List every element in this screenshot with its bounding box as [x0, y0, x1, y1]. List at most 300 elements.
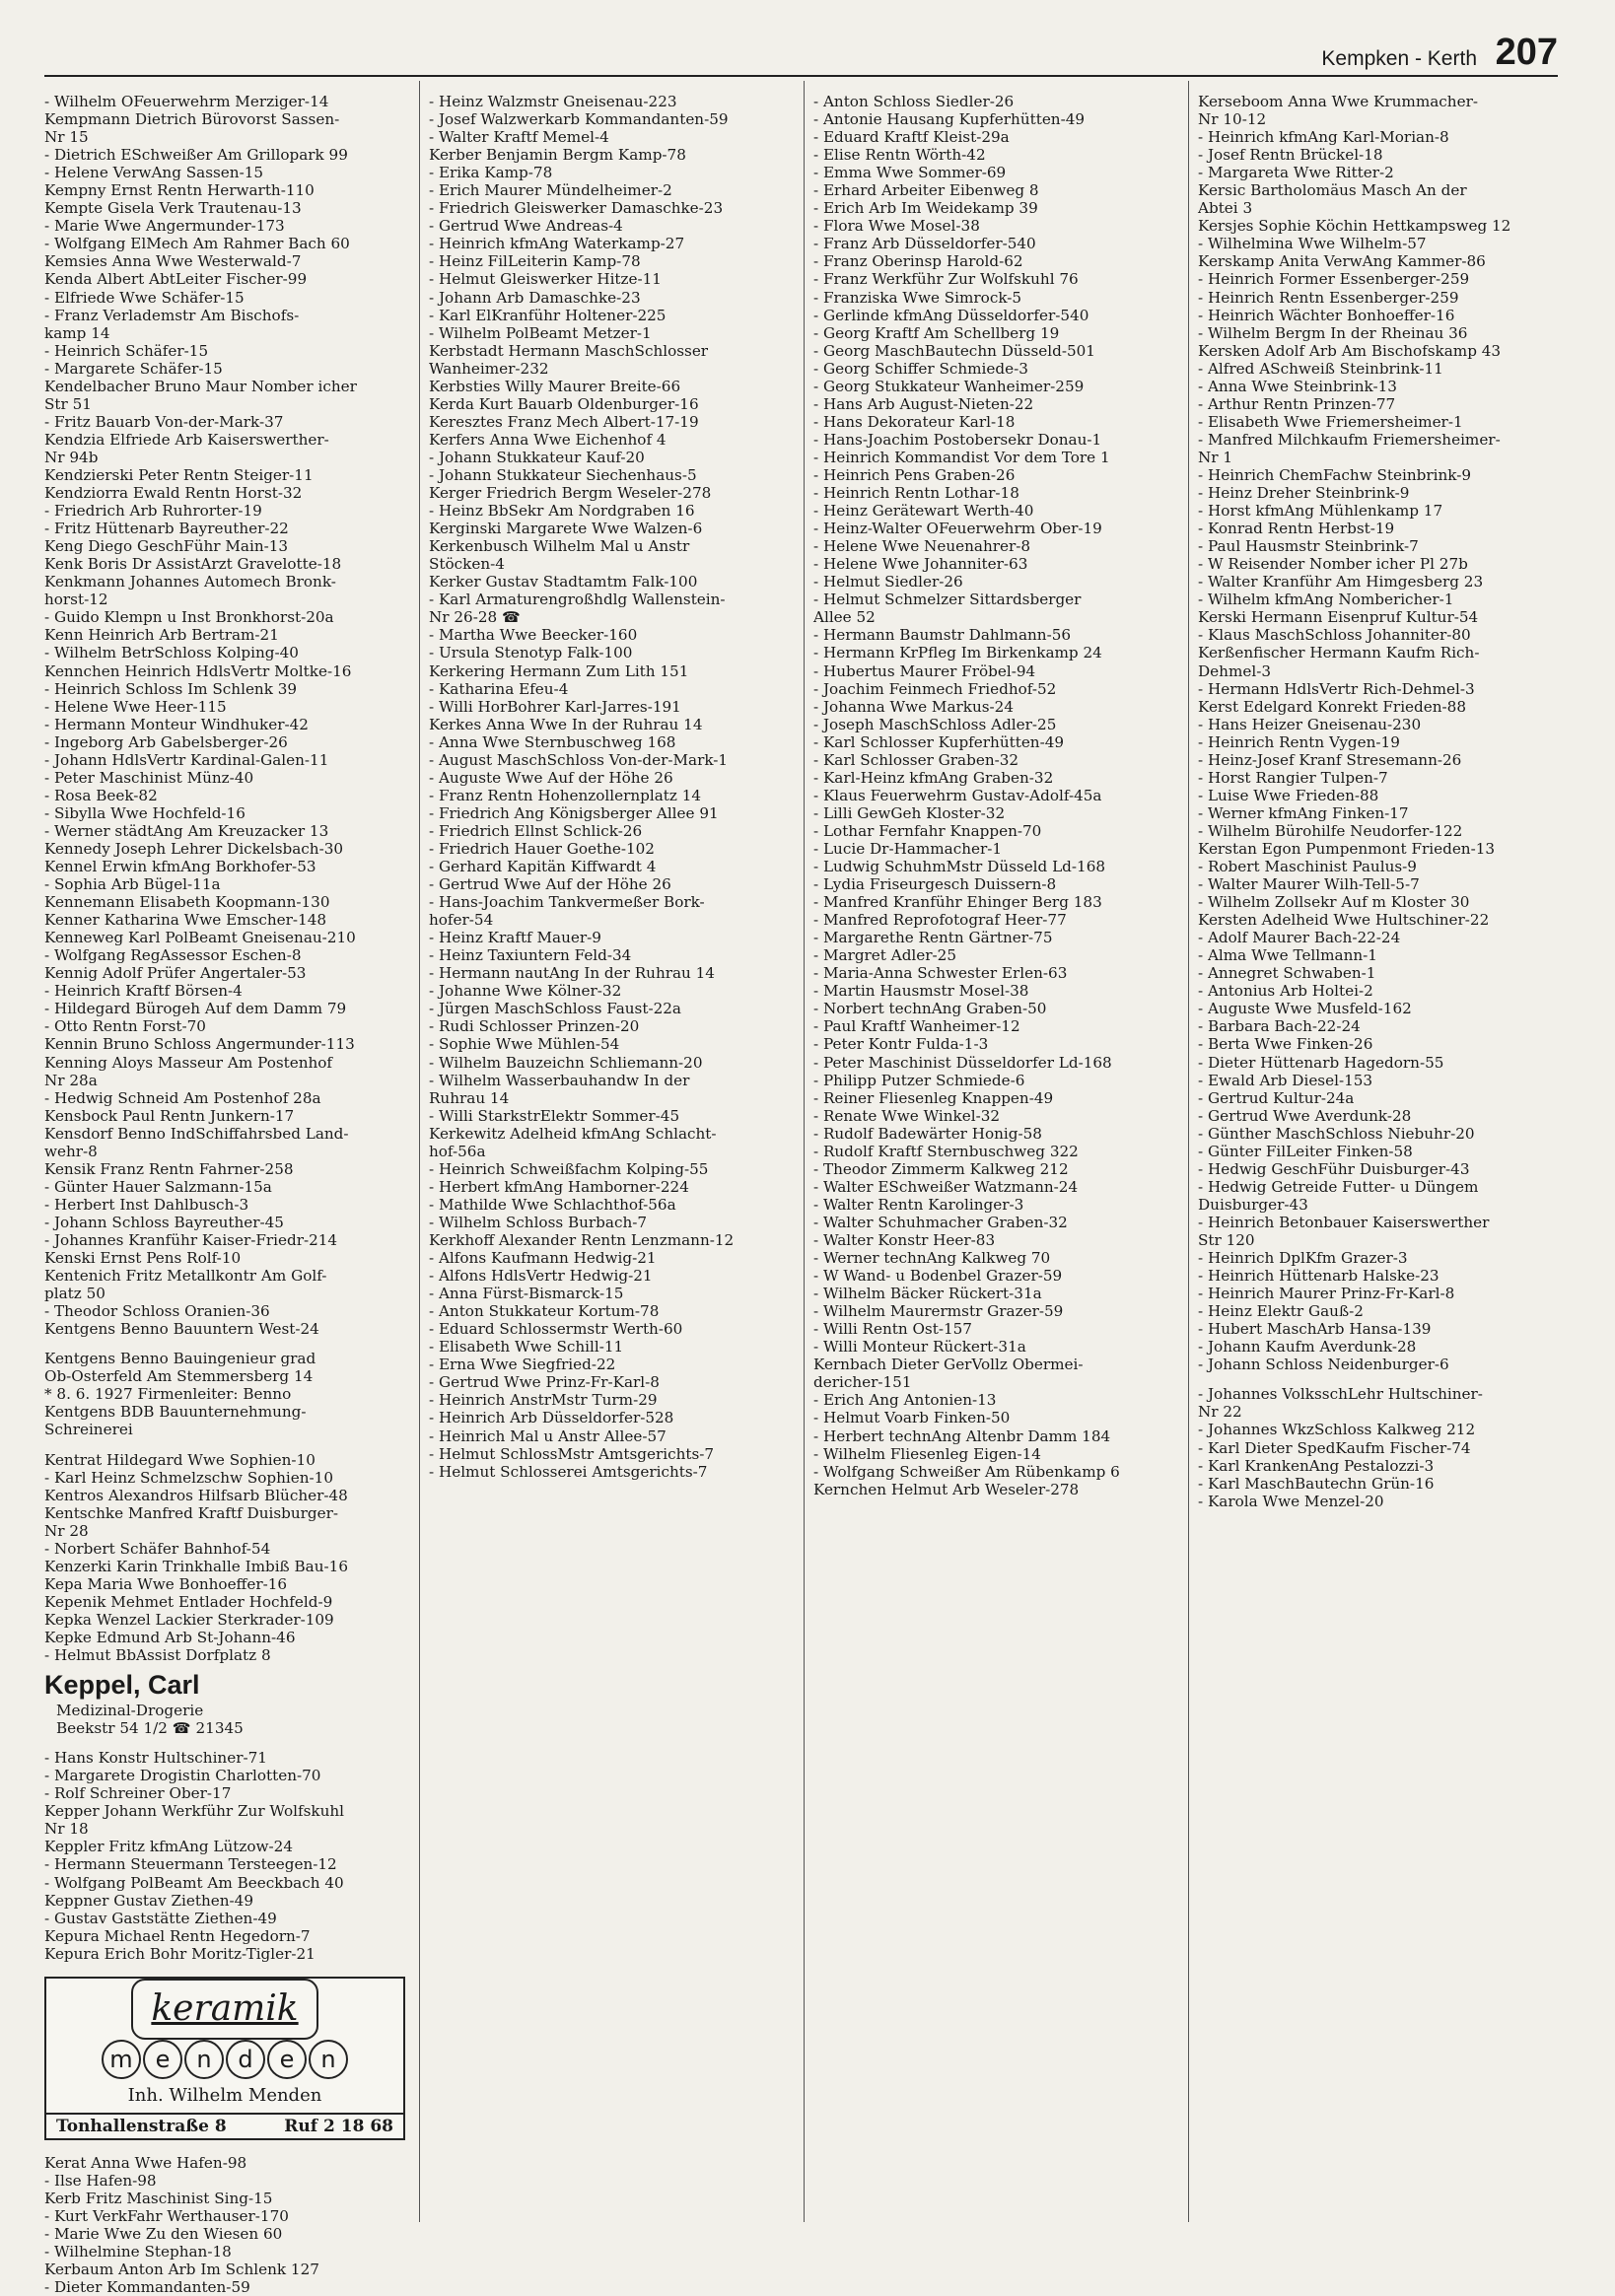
directory-entry: - Walter Konstr Heer-83 — [813, 1231, 996, 1249]
directory-entry: - Helene VerwAng Sassen-15 — [44, 164, 264, 182]
featured-entry-line: Medizinal-Drogerie — [56, 1702, 204, 1720]
column-3 — [813, 93, 1173, 2222]
directory-entry: Kemsies Anna Wwe Westerwald-7 — [44, 252, 302, 271]
directory-entry: Nr 18 — [44, 1820, 89, 1839]
directory-entry: - Gerhard Kapitän Kiffwardt 4 — [429, 858, 657, 876]
directory-entry: - Walter Kranführ Am Himgesberg 23 — [1198, 573, 1484, 591]
directory-entry: - Gertrud Wwe Auf der Höhe 26 — [429, 875, 671, 894]
directory-entry: - Heinz Dreher Steinbrink-9 — [1198, 484, 1410, 503]
directory-entry: - Erich Maurer Mündelheimer-2 — [429, 181, 672, 200]
directory-entry: - Gertrud Wwe Prinz-Fr-Karl-8 — [429, 1373, 660, 1392]
directory-entry: - Hans Arb August-Nieten-22 — [813, 394, 1034, 413]
directory-entry: - Auguste Wwe Auf der Höhe 26 — [429, 768, 673, 787]
directory-entry: - Heinz FilLeiterin Kamp-78 — [429, 252, 641, 271]
directory-entry: Kepper Johann Werkführ Zur Wolfskuhl — [44, 1802, 345, 1821]
directory-entry: - Friedrich Arb Ruhrorter-19 — [44, 502, 262, 521]
directory-entry: - Johann Schloss Bayreuther-45 — [44, 1213, 284, 1231]
directory-entry: - Hubertus Maurer Fröbel-94 — [813, 661, 1036, 680]
ad-owner: Inh. Wilhelm Menden — [127, 2084, 322, 2106]
directory-entry: - Heinz Kraftf Mauer-9 — [429, 929, 601, 947]
directory-entry: - Norbert Schäfer Bahnhof-54 — [44, 1539, 271, 1558]
directory-entry: - Helene Wwe Neuenahrer-8 — [813, 537, 1031, 556]
directory-entry: - Klaus MaschSchloss Johanniter-80 — [1198, 626, 1471, 645]
directory-entry: - Helene Wwe Johanniter-63 — [813, 555, 1028, 574]
spacer — [1198, 1373, 1558, 1385]
directory-entry: - Franziska Wwe Simrock-5 — [813, 288, 1022, 307]
ad-street: Tonhallenstraße 8 — [56, 2116, 227, 2136]
directory-entry: - Jürgen MaschSchloss Faust-22a — [429, 1000, 681, 1018]
directory-entry: Nr 28 — [44, 1521, 89, 1540]
directory-entry: - Kurt VerkFahr Werthauser-170 — [44, 2206, 289, 2225]
directory-entry: - Hans Dekorateur Karl-18 — [813, 412, 1016, 431]
directory-entry: Kepke Edmund Arb St-Johann-46 — [44, 1628, 296, 1646]
directory-entry: - Anton Schloss Siedler-26 — [813, 93, 1015, 110]
directory-entry: - Wilhelm PolBeamt Metzer-1 — [429, 323, 652, 342]
directory-entry: - Karl Schlosser Kupferhütten-49 — [813, 732, 1065, 751]
directory-entry: - Eduard Schlossermstr Werth-60 — [429, 1320, 683, 1339]
page-number: 207 — [1495, 32, 1558, 73]
directory-entry: - Marie Wwe Zu den Wiesen 60 — [44, 2224, 283, 2243]
directory-entry: - Willi Monteur Rückert-31a — [813, 1338, 1026, 1357]
directory-entry: Kennedy Joseph Lehrer Dickelsbach-30 — [44, 839, 344, 858]
directory-entry: - Johann Kaufm Averdunk-28 — [1198, 1338, 1417, 1357]
directory-entry: Kentgens Benno Bauuntern West-24 — [44, 1320, 319, 1339]
directory-entry: - Gertrud Kultur-24a — [1198, 1088, 1355, 1107]
directory-entry: - Hermann HdlsVertr Rich-Dehmel-3 — [1198, 679, 1475, 698]
directory-entry: kamp 14 — [44, 323, 110, 342]
directory-entry: - Heinrich kfmAng Waterkamp-27 — [429, 235, 685, 253]
directory-entry: - Herbert Inst Dahlbusch-3 — [44, 1195, 249, 1214]
directory-entry: - Rudolf Kraftf Sternbuschweg 322 — [813, 1142, 1079, 1160]
directory-entry: - Adolf Maurer Bach-22-24 — [1198, 929, 1401, 947]
directory-entry: - Heinrich Rentn Lothar-18 — [813, 484, 1019, 503]
directory-entry: - Heinz-Walter OFeuerwehrm Ober-19 — [813, 520, 1102, 538]
directory-entry: - Peter Maschinist Münz-40 — [44, 768, 254, 787]
directory-entry: Abtei 3 — [1198, 199, 1253, 218]
directory-entry: Kerst Edelgard Konrekt Frieden-88 — [1198, 697, 1466, 716]
directory-entry: - Joachim Feinmech Friedhof-52 — [813, 679, 1057, 698]
directory-entry: - Fritz Hüttenarb Bayreuther-22 — [44, 520, 289, 538]
directory-entry: - Werner städtAng Am Kreuzacker 13 — [44, 821, 329, 840]
directory-entry: - Alfred ASchweiß Steinbrink-11 — [1198, 359, 1443, 378]
directory-entry: - W Wand- u Bodenbel Grazer-59 — [813, 1267, 1063, 1286]
directory-entry: - Walter Kraftf Memel-4 — [429, 128, 609, 147]
directory-entry: Stöcken-4 — [429, 555, 505, 574]
directory-entry: - Maria-Anna Schwester Erlen-63 — [813, 964, 1068, 983]
directory-entry: - Lucie Dr-Hammacher-1 — [813, 839, 1003, 858]
directory-entry: Kenski Ernst Pens Rolf-10 — [44, 1249, 242, 1268]
page-header — [44, 28, 1558, 77]
directory-entry: - Wilhelmine Stephan-18 — [44, 2243, 232, 2261]
directory-entry: - Heinrich Schäfer-15 — [44, 341, 209, 360]
directory-entry: - Renate Wwe Winkel-32 — [813, 1106, 1001, 1125]
directory-entry: - Hans Konstr Hultschiner-71 — [44, 1749, 267, 1768]
directory-entry: Kendelbacher Bruno Maur Nomber icher — [44, 377, 357, 395]
directory-entry: - Wilhelm Zollsekr Auf m Kloster 30 — [1198, 893, 1470, 912]
directory-entry: Kensik Franz Rentn Fahrner-258 — [44, 1159, 294, 1178]
directory-entry: Kennig Adolf Prüfer Angertaler-53 — [44, 964, 307, 983]
directory-entry: - Konrad Rentn Herbst-19 — [1198, 520, 1395, 538]
directory-entry: - Erich Ang Antonien-13 — [813, 1391, 997, 1410]
directory-columns — [44, 93, 1558, 2296]
directory-entry: - Elise Rentn Wörth-42 — [813, 146, 986, 165]
directory-entry: - Johann HdlsVertr Kardinal-Galen-11 — [44, 750, 329, 769]
directory-entry: Kepenik Mehmet Entlader Hochfeld-9 — [44, 1592, 333, 1611]
directory-entry: - Wolfgang Schweißer Am Rübenkamp 6 — [813, 1462, 1120, 1481]
directory-entry: - Margarethe Rentn Gärtner-75 — [813, 929, 1053, 947]
directory-entry: - Paul Kraftf Wanheimer-12 — [813, 1017, 1020, 1036]
directory-entry: - Heinrich AnstrMstr Turm-29 — [429, 1391, 658, 1410]
directory-entry: - Franz Verlademstr Am Bischofs- — [44, 306, 300, 324]
directory-entry: - Erna Wwe Siegfried-22 — [429, 1356, 616, 1374]
directory-entry: - Antonie Hausang Kupferhütten-49 — [813, 110, 1086, 129]
directory-entry: - Rudolf Badewärter Honig-58 — [813, 1124, 1042, 1143]
directory-entry: Kentgens BDB Bauunternehmung- — [44, 1403, 307, 1422]
directory-entry: - Georg Stukkateur Wanheimer-259 — [813, 377, 1085, 395]
directory-entry: Kerat Anna Wwe Hafen-98 — [44, 2153, 247, 2172]
directory-entry: - Wilhelm Bauzeichn Schliemann-20 — [429, 1053, 703, 1072]
directory-entry: * 8. 6. 1927 Firmenleiter: Benno — [44, 1385, 292, 1404]
directory-entry: - Wilhelm Bürohilfe Neudorfer-122 — [1198, 821, 1463, 840]
directory-entry: - Heinrich kfmAng Karl-Morian-8 — [1198, 128, 1449, 147]
directory-entry: - Heinrich Kraftf Börsen-4 — [44, 982, 243, 1001]
directory-entry: - Robert Maschinist Paulus-9 — [1198, 858, 1417, 876]
directory-entry: - Wolfgang ElMech Am Rahmer Bach 60 — [44, 235, 350, 253]
directory-entry: Kernchen Helmut Arb Weseler-278 — [813, 1480, 1080, 1498]
directory-entry: Kendziorra Ewald Rentn Horst-32 — [44, 484, 303, 503]
directory-entry: - Wolfgang RegAssessor Eschen-8 — [44, 946, 302, 965]
directory-entry: Kendzierski Peter Rentn Steiger-11 — [44, 465, 314, 484]
directory-entry: - Herbert kfmAng Hamborner-224 — [429, 1177, 689, 1196]
directory-entry: - Norbert technAng Graben-50 — [813, 1000, 1047, 1018]
directory-entry: - Johann Arb Damaschke-23 — [429, 288, 641, 307]
running-head: Kempken - Kerth — [1321, 47, 1477, 70]
directory-entry: - Hubert MaschArb Hansa-139 — [1198, 1320, 1432, 1339]
directory-entry: - Horst kfmAng Mühlenkamp 17 — [1198, 502, 1443, 521]
directory-entry: - Walter ESchweißer Watzmann-24 — [813, 1177, 1079, 1196]
directory-entry: - Alma Wwe Tellmann-1 — [1198, 946, 1377, 965]
directory-entry: - Heinrich Mal u Anstr Allee-57 — [429, 1426, 667, 1445]
directory-entry: - Günter Hauer Salzmann-15a — [44, 1177, 272, 1196]
column-2 — [429, 93, 789, 2222]
column-1-entries-b — [44, 2154, 404, 2296]
directory-entry: - Hans-Joachim Tankvermeßer Bork- — [429, 893, 705, 912]
directory-entry: - Rolf Schreiner Ober-17 — [44, 1784, 232, 1803]
directory-entry: - Joseph MaschSchloss Adler-25 — [813, 715, 1057, 733]
directory-entry: Kerkering Hermann Zum Lith 151 — [429, 661, 689, 680]
directory-entry: Kenn Heinrich Arb Bertram-21 — [44, 626, 279, 645]
directory-entry: - Heinrich Wächter Bonhoeffer-16 — [1198, 306, 1455, 324]
directory-entry: Kersic Bartholomäus Masch An der — [1198, 181, 1467, 200]
ad-letter-circle: n — [184, 2040, 224, 2079]
directory-entry: - Georg Schiffer Schmiede-3 — [813, 359, 1028, 378]
directory-entry: Kersjes Sophie Köchin Hettkampsweg 12 — [1198, 217, 1511, 236]
directory-entry: - Franz Oberinsp Harold-62 — [813, 252, 1023, 271]
directory-entry: Kerber Benjamin Bergm Kamp-78 — [429, 146, 686, 165]
directory-entry: - Rudi Schlosser Prinzen-20 — [429, 1017, 640, 1036]
directory-entry: Kersken Adolf Arb Am Bischofskamp 43 — [1198, 341, 1502, 360]
directory-entry: Kempny Ernst Rentn Herwarth-110 — [44, 181, 315, 200]
directory-entry: Kerfers Anna Wwe Eichenhof 4 — [429, 430, 667, 449]
directory-entry: - Anna Fürst-Bismarck-15 — [429, 1285, 624, 1303]
directory-entry: - Martin Hausmstr Mosel-38 — [813, 982, 1029, 1001]
directory-entry: - Lilli GewGeh Kloster-32 — [813, 803, 1006, 822]
directory-entry: Kensdorf Benno IndSchiffahrsbed Land- — [44, 1124, 349, 1143]
directory-entry: Kerkhoff Alexander Rentn Lenzmann-12 — [429, 1231, 735, 1249]
directory-entry: - Josef Rentn Brückel-18 — [1198, 146, 1383, 165]
directory-entry: Kenk Boris Dr AssistArzt Gravelotte-18 — [44, 555, 342, 574]
directory-entry: - Anna Wwe Steinbrink-13 — [1198, 377, 1397, 395]
directory-entry: Kenning Aloys Masseur Am Postenhof — [44, 1053, 333, 1072]
directory-entry: Kempmann Dietrich Bürovorst Sassen- — [44, 110, 340, 129]
directory-entry: Kenneweg Karl PolBeamt Gneisenau-210 — [44, 929, 356, 947]
directory-entry: - Heinrich Hüttenarb Halske-23 — [1198, 1267, 1439, 1286]
ad-phone: Ruf 2 18 68 — [284, 2116, 393, 2136]
directory-entry: - Helmut Schmelzer Sittardsberger — [813, 591, 1082, 609]
directory-entry: - Franz Rentn Hohenzollernplatz 14 — [429, 786, 702, 804]
directory-entry: - Heinz Taxiuntern Feld-34 — [429, 946, 632, 965]
directory-entry: - Heinz Walzmstr Gneisenau-223 — [429, 93, 677, 110]
directory-entry: Kernbach Dieter GerVollz Obermei- — [813, 1356, 1084, 1374]
directory-entry: - Ilse Hafen-98 — [44, 2171, 157, 2190]
directory-entry: - Wilhelm Bergm In der Rheinau 36 — [1198, 323, 1468, 342]
directory-entry: Kenzerki Karin Trinkhalle Imbiß Bau-16 — [44, 1557, 348, 1575]
directory-entry: Kennchen Heinrich HdlsVertr Moltke-16 — [44, 661, 352, 680]
directory-entry: - Günther MaschSchloss Niebuhr-20 — [1198, 1124, 1475, 1143]
directory-entry: - Walter Schuhmacher Graben-32 — [813, 1213, 1068, 1231]
directory-entry: - Klaus Feuerwehrm Gustav-Adolf-45a — [813, 786, 1102, 804]
directory-entry: Kerbaum Anton Arb Im Schlenk 127 — [44, 2261, 319, 2279]
directory-entry: - Hermann KrPfleg Im Birkenkamp 24 — [813, 644, 1102, 662]
directory-entry: - Walter Maurer Wilh-Tell-5-7 — [1198, 875, 1420, 894]
directory-entry: Keresztes Franz Mech Albert-17-19 — [429, 412, 699, 431]
column-1-entries-a — [44, 1749, 404, 1963]
directory-entry: - Gertrud Wwe Averdunk-28 — [1198, 1106, 1412, 1125]
directory-entry: Kerßenfischer Hermann Kaufm Rich- — [1198, 644, 1480, 662]
directory-entry: - Heinz Elektr Gauß-2 — [1198, 1302, 1364, 1321]
directory-entry: - Helmut SchlossMstr Amtsgerichts-7 — [429, 1444, 715, 1463]
directory-entry: - Mathilde Wwe Schlachthof-56a — [429, 1195, 676, 1214]
directory-entry: - Anna Wwe Sternbuschweg 168 — [429, 732, 676, 751]
directory-entry: - Elisabeth Wwe Schill-11 — [429, 1338, 624, 1357]
directory-entry: - Heinrich Rentn Essenberger-259 — [1198, 288, 1459, 307]
directory-entry: Kerbsties Willy Maurer Breite-66 — [429, 377, 681, 395]
directory-entry: - Manfred Reprofotograf Heer-77 — [813, 911, 1067, 930]
directory-entry: Dehmel-3 — [1198, 661, 1271, 680]
directory-entry: Kepka Wenzel Lackier Sterkrader-109 — [44, 1610, 334, 1629]
directory-entry: Kenkmann Johannes Automech Bronk- — [44, 573, 336, 591]
directory-entry: - Sophia Arb Bügel-11a — [44, 875, 221, 894]
directory-entry: Keng Diego GeschFühr Main-13 — [44, 537, 289, 556]
directory-entry: - Peter Maschinist Düsseldorfer Ld-168 — [813, 1053, 1112, 1072]
directory-entry: Keppner Gustav Ziethen-49 — [44, 1891, 254, 1910]
directory-entry: - Luise Wwe Frieden-88 — [1198, 786, 1379, 804]
directory-entry: Keppler Fritz kfmAng Lützow-24 — [44, 1838, 293, 1856]
directory-entry: Kentgens Benno Bauingenieur grad — [44, 1350, 316, 1368]
directory-entry: - Theodor Schloss Oranien-36 — [44, 1302, 270, 1321]
spacer — [44, 1338, 404, 1350]
directory-entry: - Wilhelm Maurermstr Grazer-59 — [813, 1302, 1064, 1321]
directory-entry: - Hildegard Bürogeh Auf dem Damm 79 — [44, 1000, 347, 1018]
directory-entry: - Hedwig Getreide Futter- u Düngem — [1198, 1177, 1479, 1196]
directory-entry: - Johanna Wwe Markus-24 — [813, 697, 1014, 716]
directory-entry: - Reiner Fliesenleg Knappen-49 — [813, 1088, 1054, 1107]
directory-entry: - Gerlinde kfmAng Düsseldorfer-540 — [813, 306, 1089, 324]
directory-entry: dericher-151 — [813, 1373, 912, 1392]
directory-entry: - Werner technAng Kalkweg 70 — [813, 1249, 1051, 1268]
directory-entry: Kentrat Hildegard Wwe Sophien-10 — [44, 1450, 316, 1469]
directory-entry: - Franz Werkführ Zur Wolfskuhl 76 — [813, 270, 1079, 289]
directory-entry: - Hermann Monteur Windhuker-42 — [44, 715, 309, 733]
directory-entry: - Hedwig Schneid Am Postenhof 28a — [44, 1088, 321, 1107]
directory-entry: - Helene Wwe Heer-115 — [44, 697, 227, 716]
directory-entry: - Heinrich Former Essenberger-259 — [1198, 270, 1470, 289]
directory-entry: - Friedrich Gleiswerker Damaschke-23 — [429, 199, 724, 218]
directory-entry: - Karl KrankenAng Pestalozzi-3 — [1198, 1456, 1435, 1475]
column-1-entries — [44, 93, 404, 1664]
directory-entry: - Johanne Wwe Kölner-32 — [429, 982, 622, 1001]
directory-entry: - Karl Heinz Schmelzschw Sophien-10 — [44, 1468, 333, 1487]
directory-entry: Kensbock Paul Rentn Junkern-17 — [44, 1106, 295, 1125]
directory-entry: - Wilhelm kfmAng Nombericher-1 — [1198, 591, 1454, 609]
directory-entry: - Karl Armaturengroßhdlg Wallenstein- — [429, 591, 726, 609]
directory-entry: Duisburger-43 — [1198, 1195, 1308, 1214]
directory-entry: - Sophie Wwe Mühlen-54 — [429, 1035, 620, 1054]
directory-entry: Kentenich Fritz Metallkontr Am Golf- — [44, 1267, 327, 1286]
directory-entry: - Willi HorBohrer Karl-Jarres-191 — [429, 697, 681, 716]
directory-entry: - Margarete Drogistin Charlotten-70 — [44, 1767, 321, 1785]
directory-entry: - Heinrich Schloss Im Schlenk 39 — [44, 679, 298, 698]
directory-entry: - Ingeborg Arb Gabelsberger-26 — [44, 732, 288, 751]
directory-entry: - Annegret Schwaben-1 — [1198, 964, 1376, 983]
directory-entry: Kepa Maria Wwe Bonhoeffer-16 — [44, 1574, 288, 1593]
directory-entry: Kennel Erwin kfmAng Borkhofer-53 — [44, 858, 316, 876]
directory-entry: - Hermann nautAng In der Ruhrau 14 — [429, 964, 715, 983]
directory-entry: - Friedrich Hauer Goethe-102 — [429, 839, 655, 858]
directory-entry: - Wilhelm Fliesenleg Eigen-14 — [813, 1444, 1041, 1463]
directory-entry: - Heinrich DplKfm Grazer-3 — [1198, 1249, 1408, 1268]
ad-logo-letters — [46, 2040, 403, 2087]
column-1 — [44, 93, 404, 2296]
directory-entry: horst-12 — [44, 591, 108, 609]
directory-entry: Kerski Hermann Eisenpruf Kultur-54 — [1198, 608, 1479, 627]
directory-entry: - Günter FilLeiter Finken-58 — [1198, 1142, 1413, 1160]
directory-entry: - Hans-Joachim Postobersekr Donau-1 — [813, 430, 1102, 449]
directory-entry: - Willi StarkstrElektr Sommer-45 — [429, 1106, 680, 1125]
directory-entry: - Ursula Stenotyp Falk-100 — [429, 644, 633, 662]
directory-entry: - Friedrich Ang Königsberger Allee 91 — [429, 803, 719, 822]
directory-entry: - Wilhelm BetrSchloss Kolping-40 — [44, 644, 299, 662]
directory-entry: - Eduard Kraftf Kleist-29a — [813, 128, 1010, 147]
directory-entry: platz 50 — [44, 1285, 105, 1303]
directory-entry: - Helmut Gleiswerker Hitze-11 — [429, 270, 662, 289]
directory-entry: - Hermann Baumstr Dahlmann-56 — [813, 626, 1072, 645]
directory-entry: - Rosa Beek-82 — [44, 786, 158, 804]
directory-entry: - Herbert technAng Altenbr Damm 184 — [813, 1426, 1111, 1445]
featured-entry-line: Beekstr 54 1/2 ☎ 21345 — [56, 1719, 244, 1738]
directory-entry: - Guido Klempn u Inst Bronkhorst-20a — [44, 608, 334, 627]
directory-entry: - Johann Stukkateur Kauf-20 — [429, 448, 645, 466]
directory-entry: - Horst Rangier Tulpen-7 — [1198, 768, 1388, 787]
directory-entry: Kepura Erich Bohr Moritz-Tigler-21 — [44, 1944, 316, 1963]
directory-entry: - Wilhelm OFeuerwehrm Merziger-14 — [44, 93, 329, 110]
directory-entry: Kerda Kurt Bauarb Oldenburger-16 — [429, 394, 699, 413]
spacer — [44, 1439, 404, 1451]
ad-letter-circle: n — [309, 2040, 348, 2079]
directory-entry: - Walter Rentn Karolinger-3 — [813, 1195, 1024, 1214]
directory-entry: - Johannes VolksschLehr Hultschiner- — [1198, 1385, 1483, 1404]
directory-entry: - Barbara Bach-22-24 — [1198, 1017, 1361, 1036]
directory-entry: Kerkenbusch Wilhelm Mal u Anstr — [429, 537, 690, 556]
directory-entry: Kerker Gustav Stadtamtm Falk-100 — [429, 573, 698, 591]
directory-entry: Kerb Fritz Maschinist Sing-15 — [44, 2189, 273, 2207]
directory-entry: - Karl-Heinz kfmAng Graben-32 — [813, 768, 1054, 787]
directory-entry: - Dieter Kommandanten-59 — [44, 2278, 250, 2296]
directory-entry: Nr 10-12 — [1198, 110, 1267, 129]
directory-entry: - Karola Wwe Menzel-20 — [1198, 1492, 1384, 1510]
ad-letter-circle: d — [226, 2040, 265, 2079]
directory-entry: - Flora Wwe Mosel-38 — [813, 217, 980, 236]
directory-entry: - Heinrich ChemFachw Steinbrink-9 — [1198, 465, 1472, 484]
directory-entry: Kempte Gisela Verk Trautenau-13 — [44, 199, 302, 218]
directory-entry: - Berta Wwe Finken-26 — [1198, 1035, 1373, 1054]
directory-entry: - Karl MaschBautechn Grün-16 — [1198, 1474, 1435, 1493]
directory-entry: - Johann Schloss Neidenburger-6 — [1198, 1356, 1449, 1374]
directory-entry: - Heinrich Arb Düsseldorfer-528 — [429, 1409, 674, 1427]
directory-entry: Kentros Alexandros Hilfsarb Blücher-48 — [44, 1486, 348, 1504]
directory-entry: Nr 26-28 ☎ — [429, 608, 521, 627]
directory-entry: - Alfons Kaufmann Hedwig-21 — [429, 1249, 657, 1268]
directory-entry: - Friedrich Ellnst Schlick-26 — [429, 821, 643, 840]
directory-entry: Nr 1 — [1198, 448, 1233, 466]
column-3-entries — [813, 93, 1173, 1498]
directory-entry: - Elisabeth Wwe Friemersheimer-1 — [1198, 412, 1463, 431]
directory-entry: - Johannes WkzSchloss Kalkweg 212 — [1198, 1421, 1476, 1439]
directory-entry: - Heinrich Rentn Vygen-19 — [1198, 732, 1400, 751]
directory-entry: - Heinrich Schweißfachm Kolping-55 — [429, 1159, 709, 1178]
directory-entry: Wanheimer-232 — [429, 359, 549, 378]
directory-entry: - Manfred Kranführ Ehinger Berg 183 — [813, 893, 1102, 912]
directory-entry: - Emma Wwe Sommer-69 — [813, 164, 1007, 182]
directory-entry: - Heinz-Josef Kranf Stresemann-26 — [1198, 750, 1462, 769]
directory-entry: Str 120 — [1198, 1231, 1255, 1249]
directory-entry: Kennemann Elisabeth Koopmann-130 — [44, 893, 330, 912]
directory-entry: - Philipp Putzer Schmiede-6 — [813, 1071, 1025, 1089]
directory-entry: wehr-8 — [44, 1142, 98, 1160]
directory-entry: - Hans Heizer Gneisenau-230 — [1198, 715, 1422, 733]
directory-entry: - Arthur Rentn Prinzen-77 — [1198, 394, 1396, 413]
directory-entry: - Heinrich Kommandist Vor dem Tore 1 — [813, 448, 1110, 466]
directory-entry: - Peter Kontr Fulda-1-3 — [813, 1035, 989, 1054]
directory-entry: - Willi Rentn Ost-157 — [813, 1320, 972, 1339]
directory-entry: - Erich Arb Im Weidekamp 39 — [813, 199, 1038, 218]
directory-entry: - Helmut Siedler-26 — [813, 573, 963, 591]
directory-entry: - Theodor Zimmerm Kalkweg 212 — [813, 1159, 1069, 1178]
directory-entry: hof-56a — [429, 1142, 486, 1160]
directory-entry: - Lydia Friseurgesch Duissern-8 — [813, 875, 1057, 894]
directory-entry: - Lothar Fernfahr Knappen-70 — [813, 821, 1042, 840]
directory-entry: - Wilhelm Schloss Burbach-7 — [429, 1213, 648, 1231]
directory-entry: Kersten Adelheid Wwe Hultschiner-22 — [1198, 911, 1490, 930]
directory-entry: - Wolfgang PolBeamt Am Beeckbach 40 — [44, 1873, 344, 1892]
directory-entry: - August MaschSchloss Von-der-Mark-1 — [429, 750, 729, 769]
directory-entry: - W Reisender Nomber icher Pl 27b — [1198, 555, 1468, 574]
directory-entry: - Alfons HdlsVertr Hedwig-21 — [429, 1267, 653, 1286]
directory-entry: Nr 28a — [44, 1071, 98, 1089]
ad-footer — [46, 2113, 403, 2138]
directory-entry: - Hedwig GeschFühr Duisburger-43 — [1198, 1159, 1470, 1178]
directory-entry: - Otto Rentn Forst-70 — [44, 1017, 206, 1036]
